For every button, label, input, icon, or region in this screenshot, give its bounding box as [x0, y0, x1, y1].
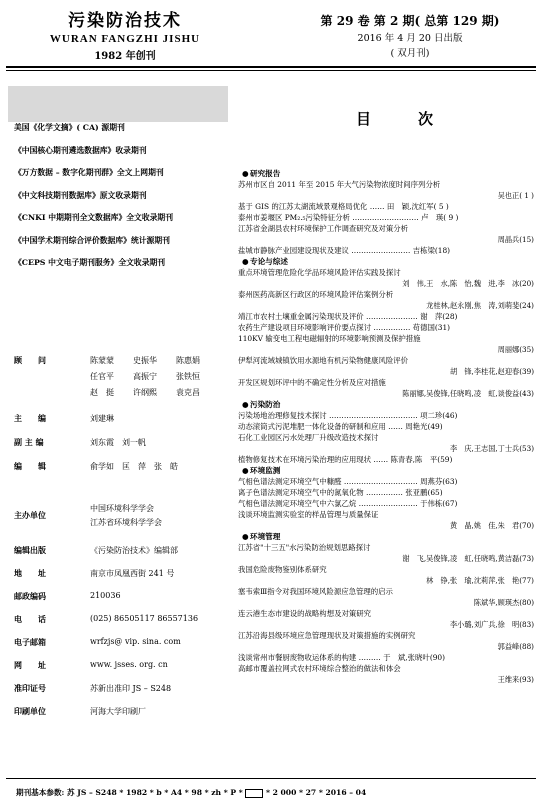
toc-entry-title: 苏州市区自 2011 年至 2015 年大气污染物浓度时间序列分析 — [238, 180, 441, 189]
toc-entry[interactable] — [238, 542, 534, 564]
toc-entry[interactable] — [238, 586, 534, 608]
toc-section-heading — [238, 256, 534, 267]
staff-row-editors — [14, 461, 229, 477]
toc-entry-title: 开发区规划环评中的不确定性分析及应对措施 — [238, 378, 386, 387]
toc-entry[interactable] — [238, 454, 534, 465]
publisher-name: 《污染防治技术》编辑部 — [90, 546, 178, 555]
parameters-label: 期刊基本参数: — [16, 788, 65, 797]
toc-entry-authors: 胡 锋,李桂花,赵迎春(39) — [449, 367, 534, 376]
section-label: 环境监测 — [250, 466, 281, 475]
indexing-item: 美国《化学文摘》( CA) 源期刊 — [14, 123, 125, 132]
web-label: 网 址 — [14, 660, 46, 670]
printer-value: 河海大学印刷厂 — [90, 707, 146, 716]
toc-entry[interactable] — [238, 608, 534, 630]
sponsor-1: 中国环境科学学会 — [90, 504, 154, 513]
journal-parameters — [16, 787, 366, 798]
phone-value: (025) 86505117 86557136 — [90, 614, 199, 623]
staff-row-address — [14, 568, 229, 588]
toc-entry[interactable] — [238, 663, 534, 685]
toc-entry[interactable] — [238, 333, 534, 355]
advisor-name: 袁克昌 — [176, 388, 200, 397]
toc-title: 目 次 — [356, 110, 450, 128]
toc-entry[interactable] — [238, 410, 534, 421]
indexing-item: 《中国学术期刊综合评价数据库》统计源期刊 — [14, 235, 170, 245]
staff-row-permit — [14, 683, 229, 703]
staff-row-advisors — [14, 355, 229, 397]
bullet-icon: ● — [242, 257, 249, 266]
postcode-label: 邮政编码 — [14, 591, 46, 601]
toc-entry-title: 石化工业园区污水处理厂升级改造技术探讨 — [238, 433, 379, 442]
toc-entry-authors: 黄 晶,姚 佳,朱 君(70) — [449, 521, 534, 530]
advisor-name: 任官平 — [90, 372, 114, 381]
toc-entry[interactable] — [238, 322, 534, 333]
indexing-list — [14, 122, 230, 280]
header-rule-thin — [6, 70, 536, 71]
header-rule — [6, 66, 536, 68]
toc-entry-title: 高邮市覆盖拉网式农村环境综合整治的做法和体会 — [238, 664, 401, 673]
bullet-icon: ● — [242, 466, 249, 475]
toc-entry-title: 伊犁河流域城镇饮用水源地有机污染物健康风险评价 — [238, 356, 408, 365]
toc-entry-title: 基于 GIS 的江苏太湖流域景观格局优化 …… 田 颖,沈红军( 5 ) — [238, 202, 449, 211]
sponsor-names — [90, 503, 230, 528]
advisors-row — [90, 355, 230, 371]
indexing-item: 《CEPS 中文电子期刊服务》全文收录期刊 — [14, 258, 166, 267]
toc-section-heading — [238, 531, 534, 542]
sponsor-2: 江苏省环境科学学会 — [90, 518, 162, 527]
staff-row-printer — [14, 706, 229, 726]
toc-entry-title: 气相色谱法测定环境空气中糠醛 ………………………… 周燕芬(63) — [238, 477, 458, 486]
permit-label: 准印证号 — [14, 683, 46, 693]
toc-entry[interactable] — [238, 487, 534, 498]
sponsor-label: 主办单位 — [14, 510, 46, 520]
bullet-icon: ● — [242, 169, 249, 178]
toc-entry[interactable] — [238, 564, 534, 586]
toc-entry-authors: 刘 伟,王 水,陈 怡,魏 进,李 冰(20) — [402, 279, 534, 288]
web-value: www. jsses. org. cn — [90, 660, 168, 669]
toc-entry[interactable] — [238, 509, 534, 531]
advisor-name: 高振宁 — [133, 372, 157, 381]
email-value: wrfzjs@ vip. sina. com — [90, 637, 181, 646]
bullet-icon: ● — [242, 400, 249, 409]
toc-entry-authors: 郭益峰(88) — [497, 642, 534, 651]
staff-row-deputy — [14, 437, 229, 453]
toc-entry[interactable] — [238, 311, 534, 322]
staff-row-editor — [14, 413, 229, 429]
toc-entry[interactable] — [238, 201, 534, 212]
toc-entry-authors: 王维来(93) — [497, 675, 534, 684]
editors-names: 俞学如 匡 萍 张 皓 — [90, 462, 178, 471]
address-value: 南京市凤凰西街 241 号 — [90, 569, 175, 578]
toc-entry-authors: 李 庆,王志国,丁士兵(53) — [449, 444, 534, 453]
toc-entry-title: 泰州市姜堰区 PM₂.₅污染特征分析 ……………………… 卢 瑛( 9 ) — [238, 213, 459, 222]
toc-entry[interactable] — [238, 223, 534, 245]
toc-entry-title: 江苏省"十三五"水污染防治规划思路探讨 — [238, 543, 371, 552]
toc-entry[interactable] — [238, 498, 534, 509]
toc-entry[interactable] — [238, 630, 534, 652]
founded-year: 1982 年创刊 — [94, 51, 156, 62]
advisor-name: 陈蒙蒙 — [90, 356, 114, 365]
frequency: ( 双月刊) — [390, 48, 430, 59]
deputy-names: 刘东霞 刘一帆 — [90, 438, 146, 447]
toc-entry[interactable] — [238, 289, 534, 311]
toc-entry-authors: 周晶兵(15) — [497, 235, 534, 244]
toc-entry-title: 浅谈常州市餐厨废物收运体系的构建 ……… 于 斌,张晓叶(90) — [238, 653, 445, 662]
toc-entry-authors: 周丽娜(35) — [497, 345, 534, 354]
toc-entry-title: 江苏沿海县级环境应急管理现状及对策措施的实例研究 — [238, 631, 416, 640]
permit-value: 苏新出准印 JS – S248 — [90, 684, 172, 693]
left-column-shading — [8, 86, 228, 122]
toc-entry-title: 盐城市静脉产业园建设现状及建议 …………………… 吉栋梁(18) — [238, 246, 451, 255]
editors-label: 编 辑 — [14, 461, 46, 471]
toc-entry[interactable] — [238, 476, 534, 487]
toc-section-heading — [238, 399, 534, 410]
advisors-row — [90, 387, 230, 403]
toc-entry-authors: 陈斌华,顾瑛杰(80) — [473, 598, 534, 607]
staff-row-web — [14, 660, 229, 680]
editor-name: 刘建琳 — [90, 414, 114, 423]
indexing-item: 《中文科技期刊数据库》原文收录期刊 — [14, 190, 147, 200]
publisher-label: 编辑出版 — [14, 545, 46, 555]
toc-entry-authors: 陈丽娜,吴俊锋,任晓鸣,凌 虹,谈俊益(43) — [402, 389, 534, 398]
editor-label: 主 编 — [14, 413, 46, 423]
toc-entry-authors: 吴也正( 1 ) — [497, 191, 534, 200]
toc-entry-title: 靖江市农村土壤重金属污染现状及评价 ………………… 谢 萍(28) — [238, 312, 458, 321]
advisor-name: 许纲熙 — [133, 388, 157, 397]
toc-entry-title: 110KV 输变电工程电磁辐射的环境影响预测及保护措施 — [238, 334, 421, 343]
staff-row-email — [14, 637, 229, 657]
toc-entry[interactable] — [238, 267, 534, 289]
toc-entry-title: 连云港生态市建设的战略构想及对策研究 — [238, 609, 372, 618]
table-of-contents — [238, 168, 534, 685]
toc-entry-title: 泰州医药高新区行政区的环境风险评估案例分析 — [238, 290, 394, 299]
indexing-item: 《中国核心期刊遴选数据库》收录期刊 — [14, 145, 147, 155]
issue-number: 第 29 卷 第 2 期( 总第 129 期) — [320, 14, 500, 28]
advisors-row — [90, 371, 230, 387]
deputy-label: 副 主 编 — [14, 437, 44, 447]
toc-entry-title: 浅谈环境监测实验室的样品管理与质量保证 — [238, 510, 379, 519]
toc-entry[interactable] — [238, 432, 534, 454]
toc-section-heading — [238, 465, 534, 476]
section-label: 专论与综述 — [250, 257, 288, 266]
toc-entry-authors: 谢 飞,吴俊锋,凌 虹,任晓鸣,黄洁磊(73) — [402, 554, 534, 563]
indexing-item: 《万方数据 – 数字化期刊群》全文上网期刊 — [14, 168, 164, 177]
bullet-icon: ● — [242, 532, 249, 541]
toc-entry-title: 塞韦索Ⅲ指令对我国环境风险源应急管理的启示 — [238, 587, 393, 596]
indexing-item: 《CNKI 中期期刊全文数据库》全文收录期刊 — [14, 213, 174, 222]
toc-entry[interactable] — [238, 652, 534, 663]
toc-entry[interactable] — [238, 179, 534, 201]
toc-entry[interactable] — [238, 377, 534, 399]
toc-entry[interactable] — [238, 421, 534, 432]
advisors-list — [90, 355, 230, 403]
postcode-value: 210036 — [90, 591, 121, 600]
toc-entry-title: 重点环境管理危险化学品环境风险评估实践及探讨 — [238, 268, 401, 277]
masthead-left — [0, 0, 250, 62]
advisor-name: 史振华 — [133, 356, 157, 365]
advisor-name: 陈惠娟 — [176, 356, 200, 365]
toc-entry-title: 江苏省金湖县农村环境保护工作调查研究及对策分析 — [238, 224, 408, 233]
masthead-right — [290, 12, 530, 59]
parameters-part-a: 苏 JS – S248 * 1982 * b * A4 * 98 * zh * P * — [67, 788, 243, 797]
toc-entry-title: 离子色谱法测定环境空气中的氮氧化物 …………… 张亚鹏(65) — [238, 488, 443, 497]
parameters-part-b: * 2 000 * 27 * 2016 – 04 — [265, 788, 367, 797]
toc-entry-title: 我国危险废物鉴别体系研究 — [238, 565, 327, 574]
section-label: 研究报告 — [250, 169, 281, 178]
staff-row-phone — [14, 614, 229, 634]
toc-section-heading — [238, 168, 534, 179]
toc-entry-title: 植物修复技术在环境污染治理的应用现状 …… 陈青春,陈 平(59) — [238, 455, 453, 464]
staff-row-sponsor — [14, 503, 229, 529]
toc-entry-title: 气相色谱法测定环境空气中六氯乙烷 …………………… 于伟栋(67) — [238, 499, 458, 508]
journal-title: 污染防治技术 — [68, 11, 182, 31]
toc-entry[interactable] — [238, 245, 534, 256]
staff-row-postcode — [14, 591, 229, 611]
journal-pinyin: WURAN FANGZHI JISHU — [49, 33, 201, 45]
advisor-name: 张铁恒 — [176, 372, 200, 381]
toc-entry-title: 动态滚筒式污泥堆肥一体化设备的研制和应用 …… 周艳光(49) — [238, 422, 443, 431]
publication-date: 2016 年 4 月 20 日出版 — [357, 33, 463, 44]
email-label: 电子邮箱 — [14, 637, 46, 647]
toc-entry[interactable] — [238, 212, 534, 223]
section-label: 环境管理 — [250, 532, 281, 541]
advisors-label: 顾 问 — [14, 355, 46, 365]
toc-entry-title: 污染场地治理修复技术探讨 ……………………………… 项二珍(46) — [238, 411, 458, 420]
toc-entry-authors: 李小璐,刘广兵,徐 明(83) — [449, 620, 534, 629]
toc-entry[interactable] — [238, 355, 534, 377]
section-label: 污染防治 — [250, 400, 281, 409]
phone-label: 电 话 — [14, 614, 46, 624]
staff-row-publisher — [14, 545, 229, 565]
toc-entry-authors: 龙桂林,赵永刚,焦 涛,刘萌斐(24) — [426, 301, 534, 310]
footer-rule — [6, 778, 536, 779]
printer-label: 印刷单位 — [14, 706, 46, 716]
advisor-name: 赵 挺 — [90, 388, 114, 397]
toc-entry-title: 农药生产建设项目环境影响评价要点探讨 …………… 苟德国(31) — [238, 323, 451, 332]
address-label: 地 址 — [14, 568, 46, 578]
parameter-box — [245, 789, 263, 798]
toc-entry-authors: 林 铮,张 瑜,沈莉萍,张 艳(77) — [426, 576, 534, 585]
